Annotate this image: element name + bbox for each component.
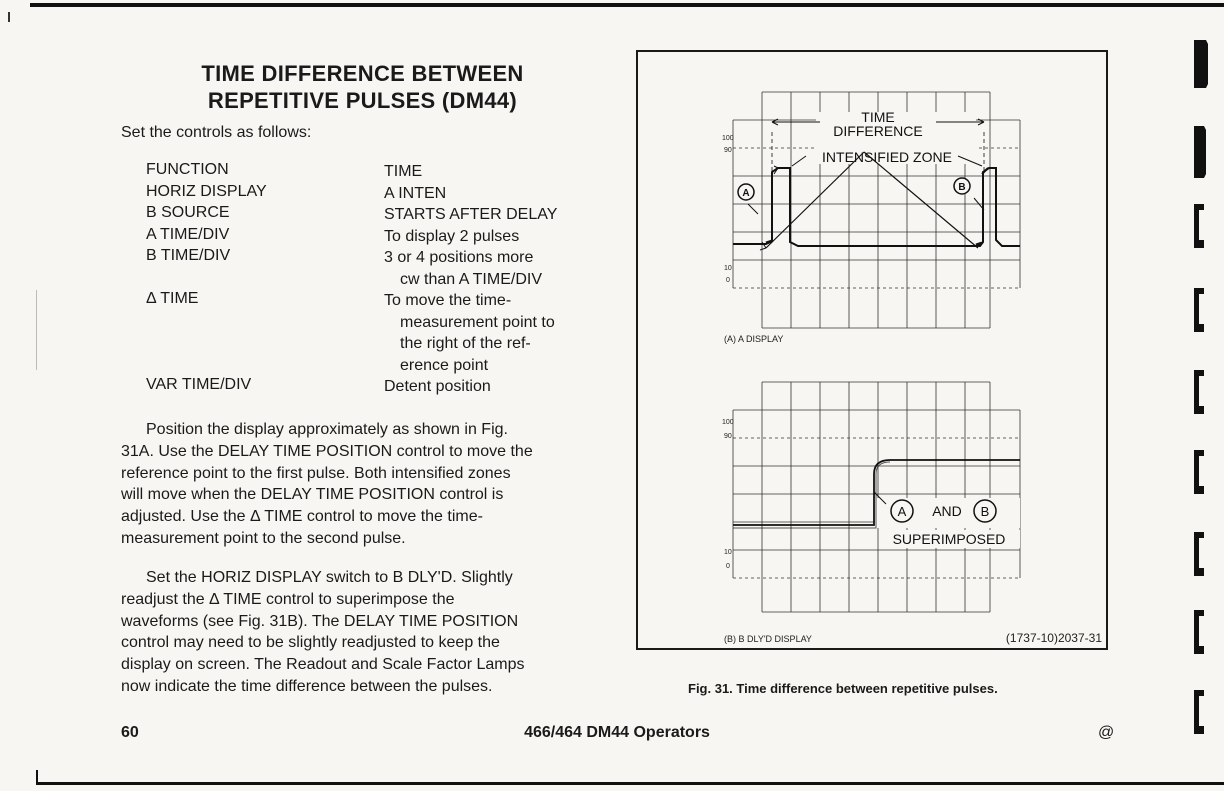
page-number: 60 — [121, 724, 139, 741]
setting-value-line: To move the time- — [384, 292, 512, 309]
paragraph-line: control may need to be slightly readjusted to keep the — [121, 634, 500, 652]
setting-value — [384, 247, 542, 290]
setting-value — [384, 161, 422, 183]
marker-a-label: A — [897, 504, 907, 519]
paragraph-line: will move when the DELAY TIME POSITION control is — [121, 486, 504, 504]
manual-title: 466/464 DM44 Operators — [524, 724, 710, 741]
margin-tick — [8, 12, 10, 22]
setting-label: A TIME/DIV — [146, 225, 230, 243]
paragraph-line: Set the HORIZ DISPLAY switch to B DLY'D. Slightly — [146, 569, 513, 586]
intro-text: Set the controls as follows: — [121, 124, 312, 141]
index-tab — [1194, 370, 1204, 414]
y-label-10: 10 — [724, 265, 732, 272]
paragraph-line: reference point to the first pulse. Both intensified zones — [121, 464, 511, 482]
label-and: AND — [932, 503, 962, 519]
setting-label: FUNCTION — [146, 161, 229, 178]
paragraph-1 — [121, 419, 599, 550]
y-label-90: 90 — [724, 433, 732, 440]
setting-value-line: cw than A TIME/DIV — [400, 270, 542, 288]
label-difference: DIFFERENCE — [833, 123, 923, 139]
paragraph-line: measurement point to the second pulse. — [121, 529, 406, 547]
marker-b-label: B — [958, 182, 966, 193]
setting-label: VAR TIME/DIV — [146, 376, 252, 393]
setting-value-line: 3 or 4 positions more — [384, 249, 534, 266]
margin-line — [36, 290, 37, 370]
index-tab — [1194, 40, 1208, 88]
setting-value-line: erence point — [400, 356, 489, 374]
figure-31-diagram — [638, 52, 1108, 650]
y-label-0: 0 — [726, 563, 730, 570]
marker-a-label: A — [742, 188, 750, 199]
index-tab — [1194, 610, 1204, 654]
setting-label: B TIME/DIV — [146, 247, 231, 264]
setting-value-line: the right of the ref- — [400, 335, 531, 352]
index-tab — [1194, 532, 1204, 576]
title-line-2: REPETITIVE PULSES (DM44) — [207, 88, 518, 113]
marker-a-circle — [738, 184, 754, 200]
footer-mark: @ — [1098, 724, 1115, 741]
setting-label: HORIZ DISPLAY — [146, 182, 267, 200]
setting-label: B SOURCE — [146, 204, 230, 221]
y-axis-labels-b — [722, 419, 734, 570]
setting-value-line: TIME — [384, 163, 423, 180]
paragraph-line: adjusted. Use the Δ TIME control to move the time- — [121, 508, 483, 526]
marker-b-circle — [954, 178, 970, 194]
index-tab — [1194, 204, 1204, 248]
setting-value-line: STARTS AFTER DELAY — [384, 206, 558, 223]
y-label-0: 0 — [726, 277, 730, 284]
paragraph-2 — [121, 567, 599, 698]
top-rule — [30, 3, 1224, 7]
setting-value — [384, 183, 446, 205]
setting-value-line: Detent position — [384, 378, 491, 395]
paragraph-line: 31A. Use the DELAY TIME POSITION control to move the — [121, 442, 533, 460]
paragraph-line: Position the display approximately as shown in Fig. — [146, 421, 508, 438]
paragraph-line: waveforms (see Fig. 31B). The DELAY TIME POSITION — [121, 612, 519, 630]
figure-ref-code: (1737-10)2037-31 — [1005, 631, 1102, 645]
setting-value — [384, 226, 519, 248]
y-label-10: 10 — [724, 549, 732, 556]
title-line-1: TIME DIFFERENCE BETWEEN — [201, 61, 524, 86]
paragraph-line: display on screen. The Readout and Scale Factor Lamps — [121, 656, 525, 674]
index-tab — [1194, 450, 1204, 494]
label-time: TIME — [861, 109, 895, 125]
setting-value — [384, 204, 557, 226]
bottom-left-tick — [36, 770, 38, 784]
display-a-label: (A) A DISPLAY — [724, 334, 784, 344]
y-label-100: 100 — [722, 135, 734, 142]
index-tab — [1194, 690, 1204, 734]
y-axis-labels-a — [722, 135, 734, 284]
y-label-90: 90 — [724, 147, 732, 154]
label-intensified-zone: INTENSIFIED ZONE — [822, 149, 952, 165]
y-label-100: 100 — [722, 419, 734, 426]
setting-label: Δ TIME — [146, 290, 199, 307]
section-title — [150, 60, 575, 114]
bottom-rule — [36, 782, 1224, 785]
index-tab — [1194, 126, 1206, 178]
label-superimposed: SUPERIMPOSED — [892, 531, 1006, 547]
paragraph-line: readjust the Δ TIME control to superimpose the — [121, 590, 455, 608]
setting-value-line: To display 2 pulses — [384, 227, 520, 245]
index-tabs — [1190, 40, 1220, 740]
setting-value-line: A INTEN — [384, 184, 447, 202]
marker-b-label: B — [980, 504, 990, 519]
figure-caption: Fig. 31. Time difference between repetitive pulses. — [688, 681, 998, 696]
setting-value — [384, 290, 555, 376]
index-tab — [1194, 288, 1204, 332]
setting-value-line: measurement point to — [400, 313, 555, 331]
paragraph-line: now indicate the time difference between the pulses. — [121, 677, 493, 695]
setting-value — [384, 376, 491, 398]
figure-31-frame — [636, 50, 1108, 650]
display-b-label: (B) B DLY'D DISPLAY — [724, 634, 812, 644]
